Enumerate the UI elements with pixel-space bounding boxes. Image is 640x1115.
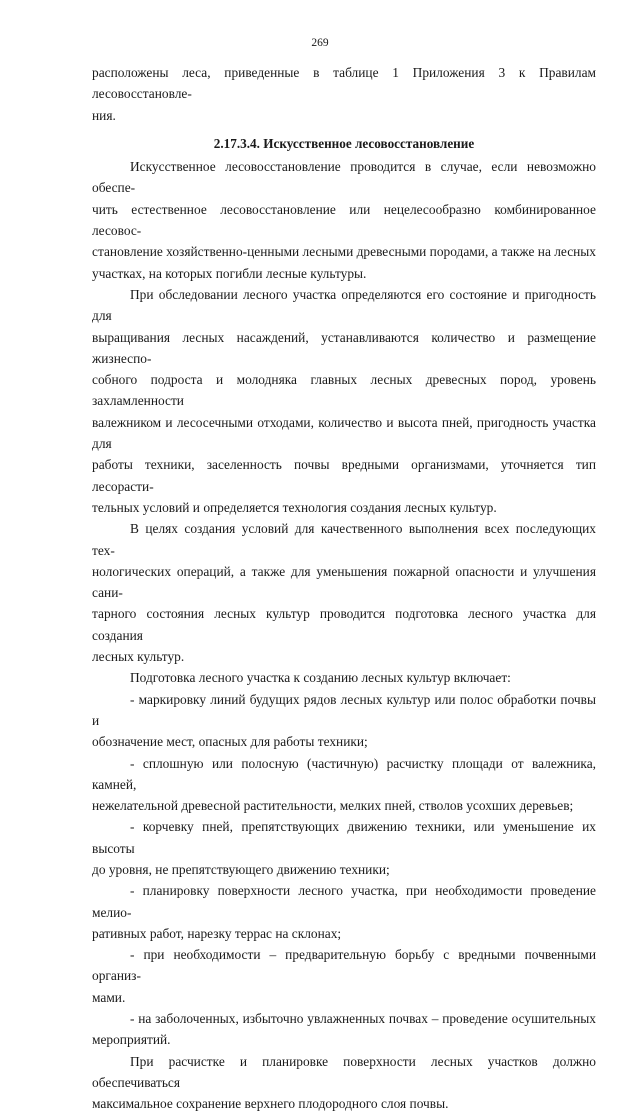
text-line: - корчевку пней, препятствующих движению техники, или уменьшение их высоты (92, 819, 596, 856)
text-line: участках, на которых погибли лесные культуры. (92, 265, 367, 281)
text-line: Подготовка лесного участка к созданию лесных культур включает: (130, 670, 511, 686)
text-line: собного подроста и молодняка главных лесных древесных пород, уровень захламленности (92, 372, 596, 409)
paragraphs (92, 156, 596, 1114)
section-heading: 2.17.3.4. Искусственное лесовосстановление (213, 135, 475, 151)
page-number: 269 (311, 37, 329, 49)
text-line: максимальное сохранение верхнего плодородного слоя почвы. (92, 1096, 449, 1112)
text-line: работы техники, заселенность почвы вредными организмами, уточняется тип лесорасти- (92, 457, 596, 494)
paragraph (92, 284, 596, 518)
text-line: становление хозяйственно-ценными лесными древесными породами, а также на лесных (92, 244, 596, 260)
text-line: ния. (92, 107, 116, 123)
text-line: чить естественное лесовосстановление или нецелесообразно комбинированное лесовос- (92, 201, 596, 239)
text-line: мами. (92, 989, 126, 1005)
paragraph (92, 1008, 596, 1051)
text-line: - сплошную или полосную (частичную) расчистку площади от валежника, камней, (92, 755, 596, 792)
text-line: При расчистке и планировке поверхности лесных участков должно обеспечиваться (92, 1053, 596, 1090)
paragraph (92, 753, 596, 817)
text-line: ративных работ, нарезку террас на склонах; (92, 925, 342, 941)
text-line: - планировку поверхности лесного участка, при необходимости проведение мелио- (92, 883, 596, 920)
intro-paragraph (92, 62, 596, 126)
paragraph (92, 518, 596, 667)
text-line: мероприятий. (92, 1032, 171, 1048)
paragraph (92, 667, 596, 688)
text-line: обозначение мест, опасных для работы техники; (92, 734, 368, 750)
text-line: - маркировку линий будущих рядов лесных культур или полос обработки почвы и (92, 691, 596, 728)
text-line: тарного состояния лесных культур проводится подготовка лесного участка для создания (92, 606, 596, 643)
paragraph (92, 944, 596, 1008)
text-line: расположены леса, приведенные в таблице 1 Приложения 3 к Правилам лесовосстановле- (92, 65, 596, 102)
text-line: валежником и лесосечными отходами, количество и высота пней, пригодность участка для (92, 414, 596, 452)
paragraph (92, 880, 596, 944)
paragraph (92, 1051, 596, 1115)
text-line: до уровня, не препятствующего движению техники; (92, 861, 390, 877)
text-line: Искусственное лесовосстановление проводится в случае, если невозможно обеспе- (92, 159, 596, 196)
text-line: - при необходимости – предварительную борьбу с вредными почвенными организ- (92, 947, 596, 984)
text-line: выращивания лесных насаждений, устанавливаются количество и размещение жизнеспо- (92, 329, 596, 366)
text-line: тельных условий и определяется технология создания лесных культур. (92, 499, 497, 515)
text-line: - на заболоченных, избыточно увлажненных почвах – проведение осушительных (130, 1011, 596, 1027)
text-line: лесных культур. (92, 649, 185, 665)
paragraph (92, 689, 596, 753)
paragraph (92, 816, 596, 880)
text-line: При обследовании лесного участка определяются его состояние и пригодность для (92, 286, 596, 324)
paragraph (92, 156, 596, 284)
body-text (92, 62, 596, 1115)
text-line: нологических операций, а также для уменьшения пожарной опасности и улучшения сани- (92, 563, 596, 601)
text-line: нежелательной древесной растительности, мелких пней, стволов усохших деревьев; (92, 798, 574, 814)
text-line: В целях создания условий для качественного выполнения всех последующих тех- (92, 521, 596, 558)
